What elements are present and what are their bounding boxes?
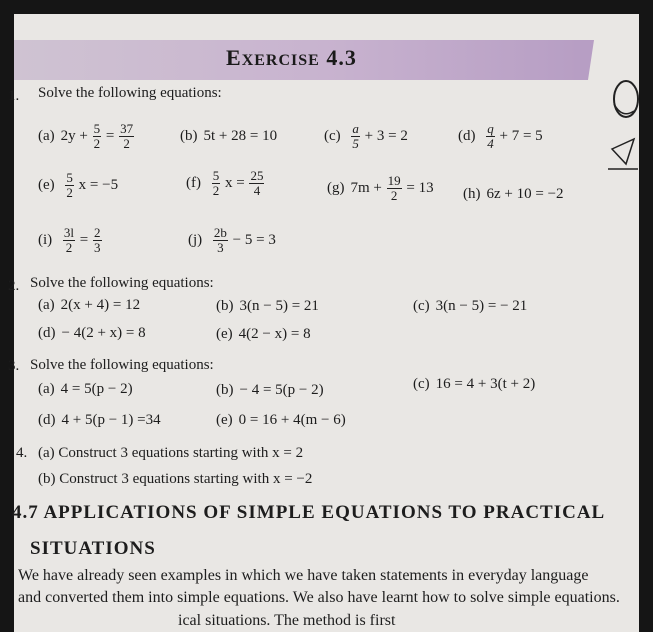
margin-doodle xyxy=(604,69,644,179)
q3-c: (c) 16 = 4 + 3(t + 2) xyxy=(413,376,536,392)
q1-d: (d) $\frac{q}{4}$ + 7 = 5 xyxy=(458,121,543,151)
q1-g: (g) 7m + $\frac{19}{2}$ = 13 xyxy=(327,173,434,203)
paragraph-line-1: We have already seen examples in which we have taken statements in everyday language xyxy=(18,567,589,584)
q3-b: (b) − 4 = 5(p − 2) xyxy=(216,382,324,398)
section-heading-line2: SITUATIONS xyxy=(30,538,156,559)
q3-number: 3. xyxy=(8,358,20,374)
q1-f: (f) $\frac{5}{2}$ x = $\frac{25}{4}$ xyxy=(186,168,264,198)
q2-heading: Solve the following equations: xyxy=(30,275,214,291)
q1-e: (e) $\frac{5}{2}$ x = −5 xyxy=(38,170,119,200)
section-heading-line1: 4.7 APPLICATIONS OF SIMPLE EQUATIONS TO PRACTICAL xyxy=(12,502,606,523)
q2-number: 2. xyxy=(8,278,20,294)
q1-b: (b) 5t + 28 = 10 xyxy=(180,128,278,144)
q1-i: (i) $\frac{3l}{2}$ = $\frac{2}{3}$ xyxy=(38,225,101,255)
q4-a: (a) Construct 3 equations starting with x = 2 xyxy=(38,445,304,461)
q1-c: (c) $\frac{a}{5}$ + 3 = 2 xyxy=(324,121,408,151)
q2-a: (a) 2(x + 4) = 12 xyxy=(38,297,141,313)
q4-number: 4. xyxy=(16,445,28,461)
exercise-title: EXERCISE 4.3 xyxy=(226,45,357,70)
q2-b: (b) 3(n − 5) = 21 xyxy=(216,298,319,314)
q3-e: (e) 0 = 16 + 4(m − 6) xyxy=(216,412,346,428)
paragraph-line-2: and converted them into simple equations. We also have learnt how to solve simple equations. xyxy=(18,589,620,606)
q3-heading: Solve the following equations: xyxy=(30,357,214,373)
q2-c: (c) 3(n − 5) = − 21 xyxy=(413,298,528,314)
textbook-page xyxy=(8,14,639,632)
q1-j: (j) $\frac{2b}{3}$ − 5 = 3 xyxy=(188,225,276,255)
q1-h: (h) 6z + 10 = −2 xyxy=(463,186,564,202)
q1-heading: Solve the following equations: xyxy=(38,85,222,101)
q1-a: (a) 2y + $\frac{5}{2}$ = $\frac{37}{2}$ xyxy=(38,121,134,151)
paragraph-line-3: ical situations. The method is first xyxy=(18,612,396,629)
q2-e: (e) 4(2 − x) = 8 xyxy=(216,326,311,342)
q3-d: (d) 4 + 5(p − 1) =34 xyxy=(38,412,161,428)
q3-a: (a) 4 = 5(p − 2) xyxy=(38,381,133,397)
q4-b: (b) Construct 3 equations starting with x = −2 xyxy=(38,471,313,487)
q1-number: 1. xyxy=(8,88,20,104)
q2-d: (d) − 4(2 + x) = 8 xyxy=(38,325,146,341)
banner-tail xyxy=(574,40,594,80)
